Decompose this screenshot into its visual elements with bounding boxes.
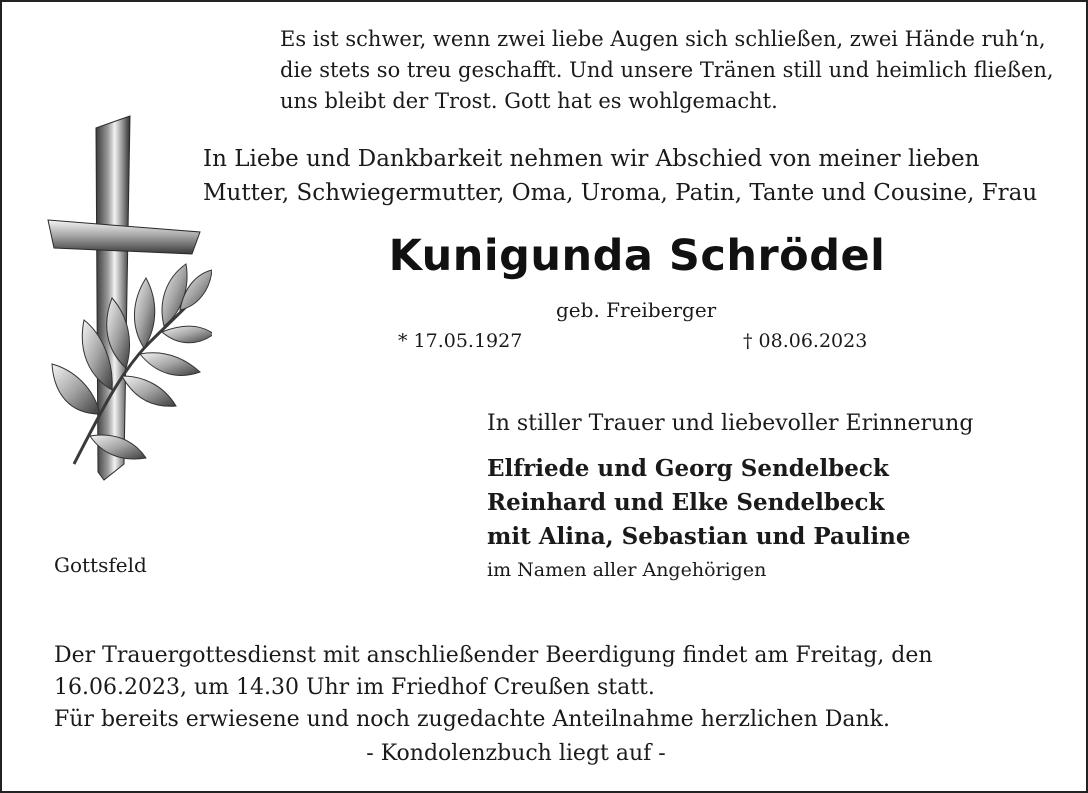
cross-with-palm-branch-icon bbox=[40, 114, 212, 490]
mourners-list bbox=[487, 452, 911, 554]
mourner-name: Reinhard und Elke Sendelbeck bbox=[487, 489, 885, 516]
place-name: Gottsfeld bbox=[54, 553, 147, 577]
deceased-name: Kunigunda Schrödel bbox=[388, 231, 886, 281]
mourning-line: In stiller Trauer und liebevoller Erinnerung bbox=[487, 411, 974, 436]
poem-line: Es ist schwer, wenn zwei liebe Augen sich schließen, zwei Hände ruh‘n, bbox=[280, 27, 1046, 51]
service-line: 16.06.2023, um 14.30 Uhr im Friedhof Creußen statt. bbox=[54, 675, 655, 700]
relatives-note: im Namen aller Angehörigen bbox=[487, 559, 767, 581]
service-line: Für bereits erwiesene und noch zugedachte Anteilnahme herzlichen Dank. bbox=[54, 707, 890, 732]
mourner-name: mit Alina, Sebastian und Pauline bbox=[487, 523, 911, 550]
mourner-name: Elfriede und Georg Sendelbeck bbox=[487, 455, 889, 482]
intro-line: In Liebe und Dankbarkeit nehmen wir Abschied von meiner lieben bbox=[203, 146, 980, 172]
intro-line: Mutter, Schwiegermutter, Oma, Uroma, Patin, Tante und Cousine, Frau bbox=[203, 180, 1038, 206]
poem-verse bbox=[280, 24, 1080, 117]
service-line: Der Trauergottesdienst mit anschließender Beerdigung findet am Freitag, den bbox=[54, 643, 933, 668]
farewell-intro bbox=[203, 142, 1073, 210]
death-date: † 08.06.2023 bbox=[743, 330, 868, 352]
poem-line: uns bleibt der Trost. Gott hat es wohlgemacht. bbox=[280, 89, 778, 113]
maiden-name: geb. Freiberger bbox=[556, 298, 717, 322]
poem-line: die stets so treu geschafft. Und unsere Tränen still und heimlich fließen, bbox=[280, 58, 1054, 82]
birth-date: * 17.05.1927 bbox=[398, 330, 523, 352]
funeral-service-info bbox=[54, 640, 1064, 736]
condolence-note: - Kondolenzbuch liegt auf - bbox=[366, 741, 666, 766]
